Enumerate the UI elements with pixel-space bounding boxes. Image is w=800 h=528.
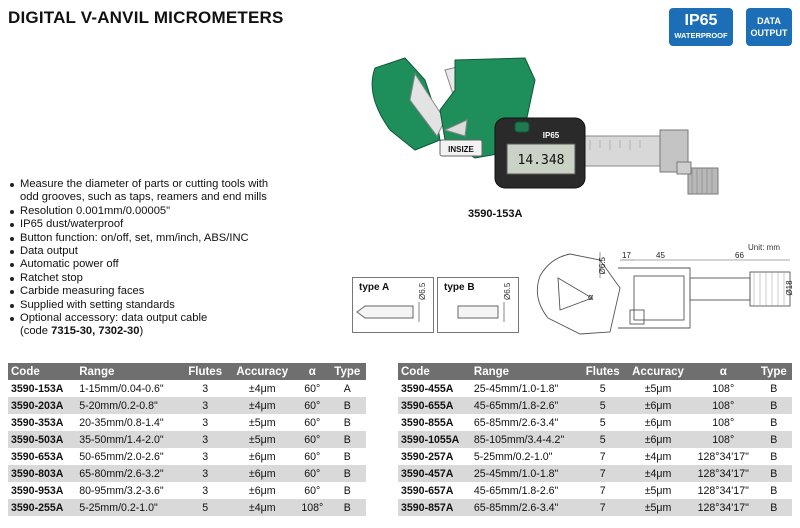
cell-code: 3590-655A xyxy=(398,397,471,414)
cell-alpha: 60° xyxy=(296,414,329,431)
cell-accuracy: ±6μm xyxy=(228,448,296,465)
cell-flutes: 5 xyxy=(580,431,625,448)
table-row xyxy=(8,499,366,516)
dim-diameter-6-5: Ø6.5 xyxy=(598,257,607,275)
data-output-badge xyxy=(746,8,792,46)
spec-table-right xyxy=(398,363,792,516)
waterproof-badge-label: WATERPROOF xyxy=(674,31,728,40)
lcd-display-value: 14.348 xyxy=(517,153,565,168)
cell-range: 25-45mm/1.0-1.8" xyxy=(471,380,580,397)
cell-type: B xyxy=(329,414,366,431)
cell-flutes: 3 xyxy=(182,482,229,499)
cell-flutes: 7 xyxy=(580,499,625,516)
cell-type: B xyxy=(756,448,792,465)
cell-range: 25-45mm/1.0-1.8" xyxy=(471,465,580,482)
cell-range: 5-25mm/0.2-1.0" xyxy=(76,499,182,516)
spec-table-left xyxy=(8,363,366,516)
table-row xyxy=(8,482,366,499)
cell-type: B xyxy=(329,397,366,414)
cell-type: B xyxy=(756,397,792,414)
col-code: Code xyxy=(8,363,76,380)
cell-range: 65-85mm/2.6-3.4" xyxy=(471,499,580,516)
cell-code: 3590-203A xyxy=(8,397,76,414)
cell-accuracy: ±4μm xyxy=(228,397,296,414)
cell-range: 85-105mm/3.4-4.2" xyxy=(471,431,580,448)
cell-code: 3590-657A xyxy=(398,482,471,499)
cell-flutes: 7 xyxy=(580,448,625,465)
cell-type: B xyxy=(329,499,366,516)
table-row xyxy=(8,465,366,482)
col-flutes: Flutes xyxy=(182,363,229,380)
feature-item: Button function: on/off, set, mm/inch, ABS/INC xyxy=(8,232,328,245)
cell-alpha: 60° xyxy=(296,397,329,414)
cell-range: 5-20mm/0.2-0.8" xyxy=(76,397,182,414)
cell-alpha: 128°34'17" xyxy=(691,499,756,516)
cell-type: B xyxy=(756,431,792,448)
cell-alpha: 108° xyxy=(691,380,756,397)
cell-range: 1-15mm/0.04-0.6" xyxy=(76,380,182,397)
feature-item: Resolution 0.001mm/0.00005" xyxy=(8,205,328,218)
cell-alpha: 60° xyxy=(296,465,329,482)
type-b-drawing xyxy=(437,277,519,333)
col-code: Code xyxy=(398,363,471,380)
display-ip65-label: IP65 xyxy=(542,131,560,140)
col-type: Type xyxy=(329,363,366,380)
cell-range: 20-35mm/0.8-1.4" xyxy=(76,414,182,431)
cell-flutes: 5 xyxy=(182,499,229,516)
cell-alpha: 108° xyxy=(691,431,756,448)
col-alpha: α xyxy=(296,363,329,380)
table-row xyxy=(398,380,792,397)
cell-accuracy: ±4μm xyxy=(625,448,691,465)
cell-type: B xyxy=(329,431,366,448)
brand-label: INSIZE xyxy=(448,145,474,154)
ip65-badge-label: IP65 xyxy=(684,12,718,29)
cell-accuracy: ±4μm xyxy=(228,380,296,397)
cell-accuracy: ±4μm xyxy=(228,499,296,516)
feature-code-prefix: (code xyxy=(20,325,52,338)
cell-range: 65-80mm/2.6-3.2" xyxy=(76,465,182,482)
cell-flutes: 7 xyxy=(580,465,625,482)
cell-code: 3590-457A xyxy=(398,465,471,482)
cell-flutes: 3 xyxy=(182,380,229,397)
feature-cable-codes: 7315-30, 7302-30 xyxy=(51,325,140,338)
table-row xyxy=(8,397,366,414)
cell-code: 3590-455A xyxy=(398,380,471,397)
cell-flutes: 5 xyxy=(580,397,625,414)
dimension-drawing xyxy=(530,248,796,344)
cell-accuracy: ±6μm xyxy=(228,465,296,482)
cell-flutes: 5 xyxy=(580,414,625,431)
table-row xyxy=(8,380,366,397)
cell-range: 45-65mm/1.8-2.6" xyxy=(471,482,580,499)
table-row xyxy=(398,431,792,448)
feature-item: Measure the diameter of parts or cutting tools with xyxy=(8,178,328,191)
cell-alpha: 128°34'17" xyxy=(691,482,756,499)
cell-type: A xyxy=(329,380,366,397)
type-a-diameter: Ø6.5 xyxy=(418,282,427,300)
table-row xyxy=(398,397,792,414)
table-row xyxy=(398,499,792,516)
page-title: DIGITAL V-ANVIL MICROMETERS xyxy=(8,8,284,27)
col-accuracy: Accuracy xyxy=(228,363,296,380)
cell-flutes: 3 xyxy=(182,414,229,431)
cell-range: 50-65mm/2.0-2.6" xyxy=(76,448,182,465)
cell-alpha: 128°34'17" xyxy=(691,465,756,482)
col-type: Type xyxy=(756,363,792,380)
cell-alpha: 108° xyxy=(691,414,756,431)
cell-accuracy: ±5μm xyxy=(625,380,691,397)
cell-alpha: 60° xyxy=(296,380,329,397)
cell-code: 3590-653A xyxy=(8,448,76,465)
cell-flutes: 7 xyxy=(580,482,625,499)
cell-accuracy: ±6μm xyxy=(625,397,691,414)
col-range: Range xyxy=(76,363,182,380)
data-badge-line2: OUTPUT xyxy=(750,28,788,38)
cell-type: B xyxy=(756,414,792,431)
cell-type: B xyxy=(756,465,792,482)
cell-flutes: 3 xyxy=(182,397,229,414)
dim-45: 45 xyxy=(656,251,665,260)
cell-flutes: 3 xyxy=(182,448,229,465)
cell-range: 80-95mm/3.2-3.6" xyxy=(76,482,182,499)
cell-range: 35-50mm/1.4-2.0" xyxy=(76,431,182,448)
dim-alpha: α xyxy=(588,292,594,302)
table-row xyxy=(398,448,792,465)
cell-accuracy: ±6μm xyxy=(228,482,296,499)
feature-item: Supplied with setting standards xyxy=(8,299,328,312)
cell-accuracy: ±5μm xyxy=(228,414,296,431)
table-row xyxy=(8,448,366,465)
cell-code: 3590-857A xyxy=(398,499,471,516)
type-b-label: type B xyxy=(444,282,475,293)
data-badge-line1: DATA xyxy=(757,16,781,26)
table-row xyxy=(398,465,792,482)
feature-item: odd grooves, such as taps, reamers and end mills xyxy=(20,191,267,204)
feature-item: Data output xyxy=(8,245,328,258)
cell-code: 3590-953A xyxy=(8,482,76,499)
cell-alpha: 60° xyxy=(296,482,329,499)
col-range: Range xyxy=(471,363,580,380)
cell-code: 3590-353A xyxy=(8,414,76,431)
cell-alpha: 108° xyxy=(296,499,329,516)
cell-alpha: 128°34'17" xyxy=(691,448,756,465)
dim-66: 66 xyxy=(735,251,744,260)
cell-code: 3590-1055A xyxy=(398,431,471,448)
cell-flutes: 5 xyxy=(580,380,625,397)
feature-item: IP65 dust/waterproof xyxy=(8,218,328,231)
cell-code: 3590-257A xyxy=(398,448,471,465)
cell-type: B xyxy=(756,380,792,397)
cell-flutes: 3 xyxy=(182,465,229,482)
cell-accuracy: ±6μm xyxy=(625,414,691,431)
cell-range: 65-85mm/2.6-3.4" xyxy=(471,414,580,431)
type-a-drawing xyxy=(352,277,434,333)
table-row xyxy=(398,414,792,431)
table-row xyxy=(8,431,366,448)
cell-alpha: 108° xyxy=(691,397,756,414)
cell-accuracy: ±5μm xyxy=(228,431,296,448)
feature-list xyxy=(8,178,328,339)
feature-item: Automatic power off xyxy=(8,258,328,271)
col-accuracy: Accuracy xyxy=(625,363,691,380)
cell-code: 3590-503A xyxy=(8,431,76,448)
feature-item: Optional accessory: data output cable xyxy=(8,312,328,325)
table-row xyxy=(398,482,792,499)
dim-17: 17 xyxy=(622,251,631,260)
type-b-diameter: Ø6.5 xyxy=(503,282,512,300)
cell-type: B xyxy=(329,448,366,465)
cell-type: B xyxy=(756,482,792,499)
cell-code: 3590-855A xyxy=(398,414,471,431)
micrometer-product-image xyxy=(355,40,735,200)
feature-code-suffix: ) xyxy=(139,325,144,338)
feature-item xyxy=(8,325,328,338)
cell-accuracy: ±5μm xyxy=(625,482,691,499)
product-model-label: 3590-153A xyxy=(468,208,523,220)
cell-accuracy: ±5μm xyxy=(625,499,691,516)
cell-alpha: 60° xyxy=(296,448,329,465)
table-row xyxy=(8,414,366,431)
cell-range: 45-65mm/1.8-2.6" xyxy=(471,397,580,414)
col-flutes: Flutes xyxy=(580,363,625,380)
cell-accuracy: ±4μm xyxy=(625,465,691,482)
cell-type: B xyxy=(329,482,366,499)
cell-flutes: 3 xyxy=(182,431,229,448)
cell-type: B xyxy=(329,465,366,482)
cell-accuracy: ±6μm xyxy=(625,431,691,448)
table-header-row xyxy=(8,363,366,380)
feature-item: Carbide measuring faces xyxy=(8,285,328,298)
cell-alpha: 60° xyxy=(296,431,329,448)
table-header-row xyxy=(398,363,792,380)
type-a-label: type A xyxy=(359,282,390,293)
dim-diameter-18: Ø18 xyxy=(785,280,794,296)
unit-label: Unit: mm xyxy=(748,243,780,252)
cell-code: 3590-255A xyxy=(8,499,76,516)
cell-type: B xyxy=(756,499,792,516)
cell-range: 5-25mm/0.2-1.0" xyxy=(471,448,580,465)
feature-item: Ratchet stop xyxy=(8,272,328,285)
cell-code: 3590-153A xyxy=(8,380,76,397)
cell-code: 3590-803A xyxy=(8,465,76,482)
col-alpha: α xyxy=(691,363,756,380)
